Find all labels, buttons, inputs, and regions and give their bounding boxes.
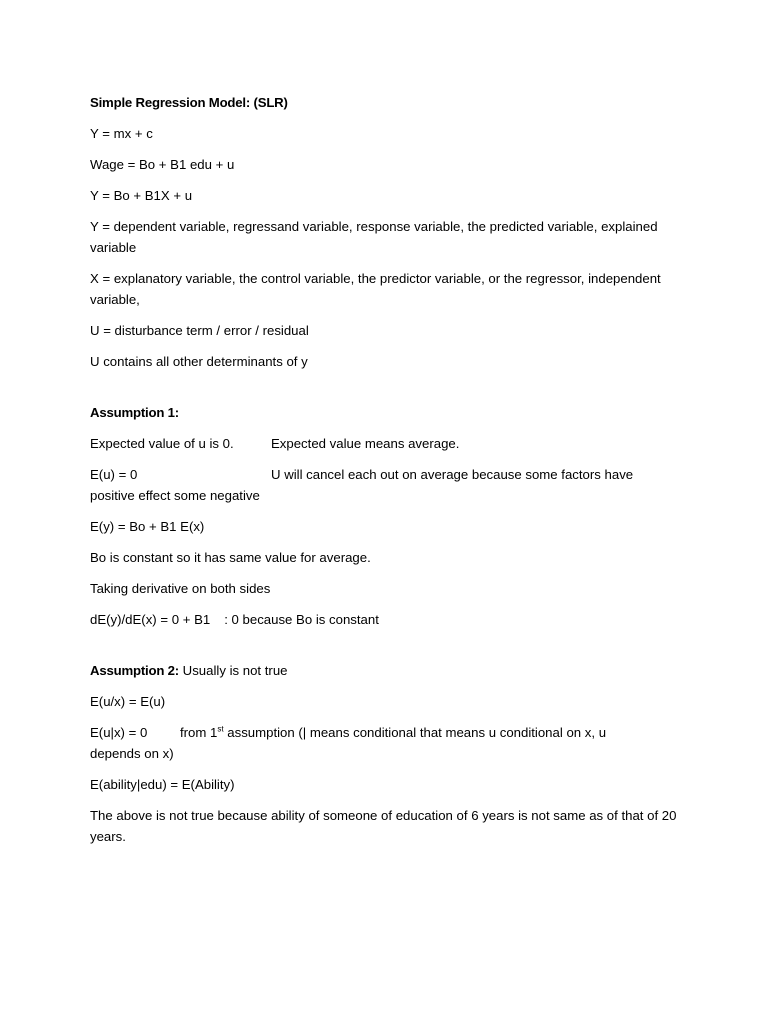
expected-value-text: Expected value of u is 0. xyxy=(90,436,234,451)
eu-note: U will cancel each out on average because some factors have xyxy=(271,467,634,482)
derivative-equation: dE(y)/dE(x) = 0 + B1 xyxy=(90,612,211,627)
definition-x: X = explanatory variable, the control variable, the predictor variable, or the regressor, independent variable, xyxy=(90,271,661,307)
equation-line: E(y) = Bo + B1 E(x) xyxy=(90,519,205,534)
eu-equation: E(u) = 0 xyxy=(90,467,138,482)
eu-row xyxy=(90,464,680,485)
derivative-note: : 0 because Bo is constant xyxy=(224,612,379,627)
text-line: U contains all other determinants of y xyxy=(90,354,308,369)
equation-line: E(ability|edu) = E(Ability) xyxy=(90,777,235,792)
conditional-block xyxy=(90,722,680,764)
conditional-from: from 1 xyxy=(180,725,218,740)
conditional-note-continuation: depends on x) xyxy=(90,746,174,761)
conditional-equation: E(u|x) = 0 xyxy=(90,725,148,740)
text-line: Bo is constant so it has same value for average. xyxy=(90,550,371,565)
section-title-assumption-1: Assumption 1: xyxy=(90,405,179,420)
section-spacer xyxy=(90,640,680,660)
definition-u: U = disturbance term / error / residual xyxy=(90,323,309,338)
eu-note-continuation: positive effect some negative xyxy=(90,488,260,503)
derivative-row xyxy=(90,609,680,630)
eu-block xyxy=(90,464,680,506)
section-spacer xyxy=(90,382,680,402)
expected-value-row xyxy=(90,433,680,454)
equation-line: Y = Bo + B1X + u xyxy=(90,188,193,203)
ordinal-superscript: st xyxy=(217,724,224,734)
equation-line: Y = mx + c xyxy=(90,126,153,141)
section-title-assumption-2-row xyxy=(90,660,680,681)
conditional-row xyxy=(90,722,680,743)
assumption-2-note: Usually is not true xyxy=(182,663,288,678)
definition-y: Y = dependent variable, regressand variable, response variable, the predicted variable, explained variable xyxy=(90,219,658,255)
text-line: The above is not true because ability of someone of education of 6 years is not same as of that of 20 years. xyxy=(90,808,677,844)
equation-line: E(u/x) = E(u) xyxy=(90,694,166,709)
document-page xyxy=(90,92,680,857)
conditional-note: assumption (| means conditional that means u conditional on x, u xyxy=(223,725,607,740)
section-title-slr: Simple Regression Model: (SLR) xyxy=(90,95,288,110)
text-line: Taking derivative on both sides xyxy=(90,581,271,596)
equation-line: Wage = Bo + B1 edu + u xyxy=(90,157,235,172)
expected-value-note: Expected value means average. xyxy=(271,436,460,451)
section-title-assumption-2: Assumption 2: xyxy=(90,663,179,678)
